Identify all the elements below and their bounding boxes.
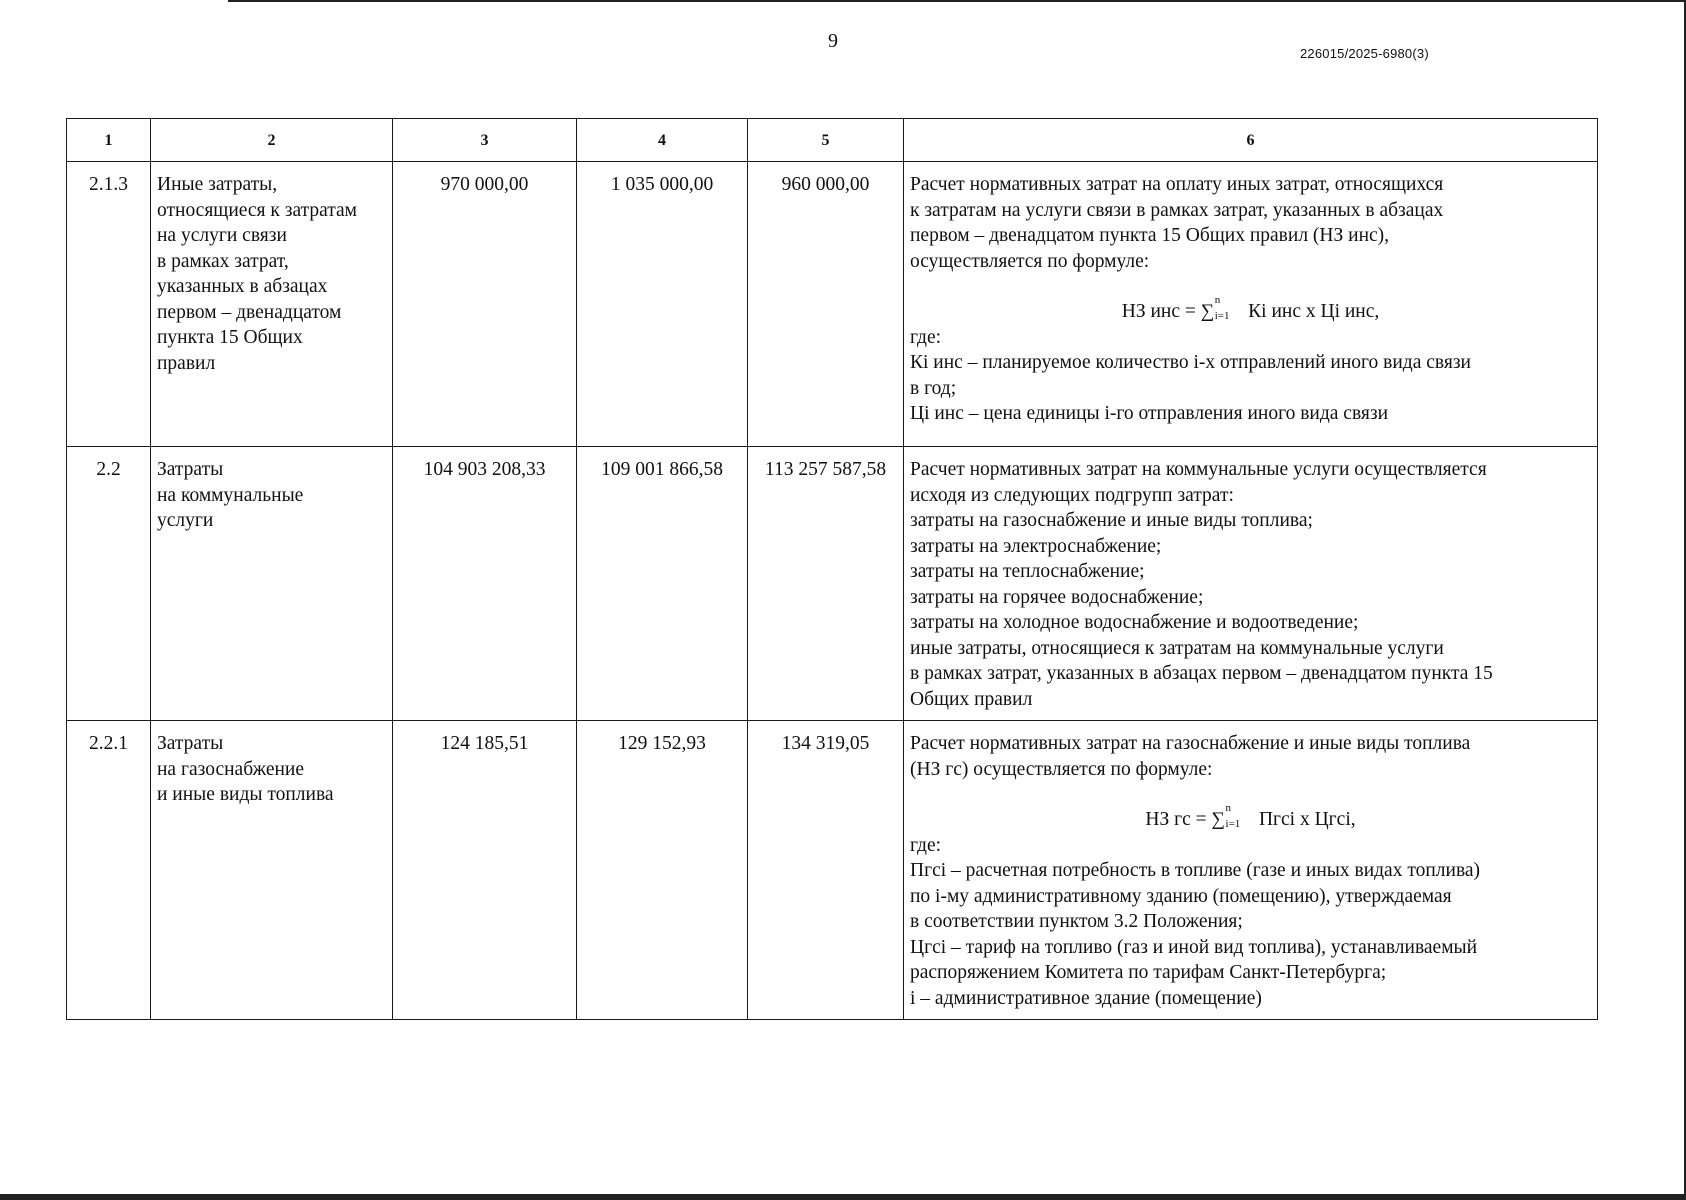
description-line: Цi инс – цена единицы i-го отправления иного вида связи [910,403,1389,424]
row-name-line: Иные затраты, [157,174,278,195]
table-row [67,162,1598,447]
sum-upper-limit: n [1225,802,1232,814]
row-name-line: указанных в абзацах [157,276,328,297]
value-col-4: 109 001 866,58 [577,447,748,721]
value-col-3: 104 903 208,33 [393,447,577,721]
description-line: затраты на электроснабжение; [910,535,1162,557]
row-name-line: Затраты [157,459,224,480]
value-col-3: 970 000,00 [393,162,577,447]
row-number: 2.1.3 [67,162,151,447]
description-line: распоряжением Комитета по тарифам Санкт-Петербурга; [910,962,1387,983]
description-line: Расчет нормативных затрат на оплату иных затрат, относящихся [910,174,1444,195]
value-col-5: 134 319,05 [748,721,904,1020]
row-description [904,447,1598,721]
row-name-line: в рамках затрат, [157,250,289,272]
sum-lower-limit: i=1 [1214,310,1230,322]
description-line: к затратам на услуги связи в рамках затрат, указанных в абзацах [910,199,1444,221]
description-line: затраты на холодное водоснабжение и водоотведение; [910,612,1359,633]
description-line: Общих правил [910,688,1033,710]
row-description [904,162,1598,447]
description-line: исходя из следующих подгрупп затрат: [910,484,1234,506]
sum-lower-limit: i=1 [1225,818,1241,830]
description-line: где: [910,326,942,348]
row-name-line: и иные виды топлива [157,784,334,805]
value-col-4: 1 035 000,00 [577,162,748,447]
row-number: 2.2 [67,447,151,721]
column-header-1: 1 [67,119,151,162]
page-border-top [228,0,1686,2]
sum-symbol [1211,802,1252,833]
value-col-5: 960 000,00 [748,162,904,447]
description-line: Кi инс – планируемое количество i-х отправлений иного вида связи [910,352,1471,373]
description-line: затраты на теплоснабжение; [910,561,1145,582]
sum-symbol [1200,294,1241,325]
description-line: осуществляется по формуле: [910,250,1150,272]
row-name-line: на коммунальные [157,484,304,506]
description-line: Цгсi – тариф на топливо (газ и иной вид топлива), устанавливаемый [910,936,1478,958]
row-name [151,721,393,1020]
row-name-line: на услуги связи [157,225,287,246]
page-number: 9 [828,30,838,52]
formula [910,294,1591,325]
row-name-line: первом – двенадцатом [157,301,342,323]
value-col-5: 113 257 587,58 [748,447,904,721]
description-line: i – административное здание (помещение) [910,987,1262,1009]
column-header-5: 5 [748,119,904,162]
formula-left: НЗ инс = [1121,301,1196,322]
row-name-line: правил [157,352,216,374]
sum-upper-limit: n [1214,294,1221,306]
row-name-line: на газоснабжение [157,758,305,780]
description-line: в соответствии пунктом 3.2 Положения; [910,911,1243,932]
description-line: где: [910,834,942,856]
formula-right: Пгсi х Цгсi, [1258,809,1356,830]
column-header-4: 4 [577,119,748,162]
description-line: Расчет нормативных затрат на газоснабжение и иные виды топлива [910,733,1471,754]
column-header-3: 3 [393,119,577,162]
column-header-6: 6 [904,119,1598,162]
cost-table [66,118,1598,1020]
description-line: (НЗ гс) осуществляется по формуле: [910,758,1213,780]
value-col-4: 129 152,93 [577,721,748,1020]
formula [910,802,1591,833]
description-line: Расчет нормативных затрат на коммунальные услуги осуществляется [910,459,1487,480]
description-line: в год; [910,377,957,399]
table-row [67,447,1598,721]
description-line: иные затраты, относящиеся к затратам на коммунальные услуги [910,637,1444,659]
table-row [67,721,1598,1020]
sigma-icon: ∑ [1200,301,1215,322]
description-line: затраты на газоснабжение и иные виды топлива; [910,510,1313,531]
formula-right: Кi инс х Цi инс, [1248,301,1380,322]
description-line: первом – двенадцатом пункта 15 Общих правил (НЗ инс), [910,225,1390,246]
row-name-line: пункта 15 Общих [157,327,303,348]
description-line: Пгсi – расчетная потребность в топливе (газе и иных видах топлива) [910,860,1481,881]
formula-left: НЗ гс = [1145,809,1207,830]
value-col-3: 124 185,51 [393,721,577,1020]
row-name [151,447,393,721]
page-border-bottom [0,1194,1686,1200]
document-code: 226015/2025-6980(3) [1300,46,1429,61]
row-name [151,162,393,447]
column-header-2: 2 [151,119,393,162]
sigma-icon: ∑ [1211,809,1226,830]
row-name-line: относящиеся к затратам [157,199,358,221]
description-line: в рамках затрат, указанных в абзацах первом – двенадцатом пункта 15 [910,663,1493,684]
row-description [904,721,1598,1020]
table-header-row [67,119,1598,162]
row-number: 2.2.1 [67,721,151,1020]
row-name-line: услуги [157,510,214,531]
description-line: по i-му административному зданию (помещению), утверждаемая [910,885,1452,907]
description-line: затраты на горячее водоснабжение; [910,586,1204,608]
row-name-line: Затраты [157,733,224,754]
